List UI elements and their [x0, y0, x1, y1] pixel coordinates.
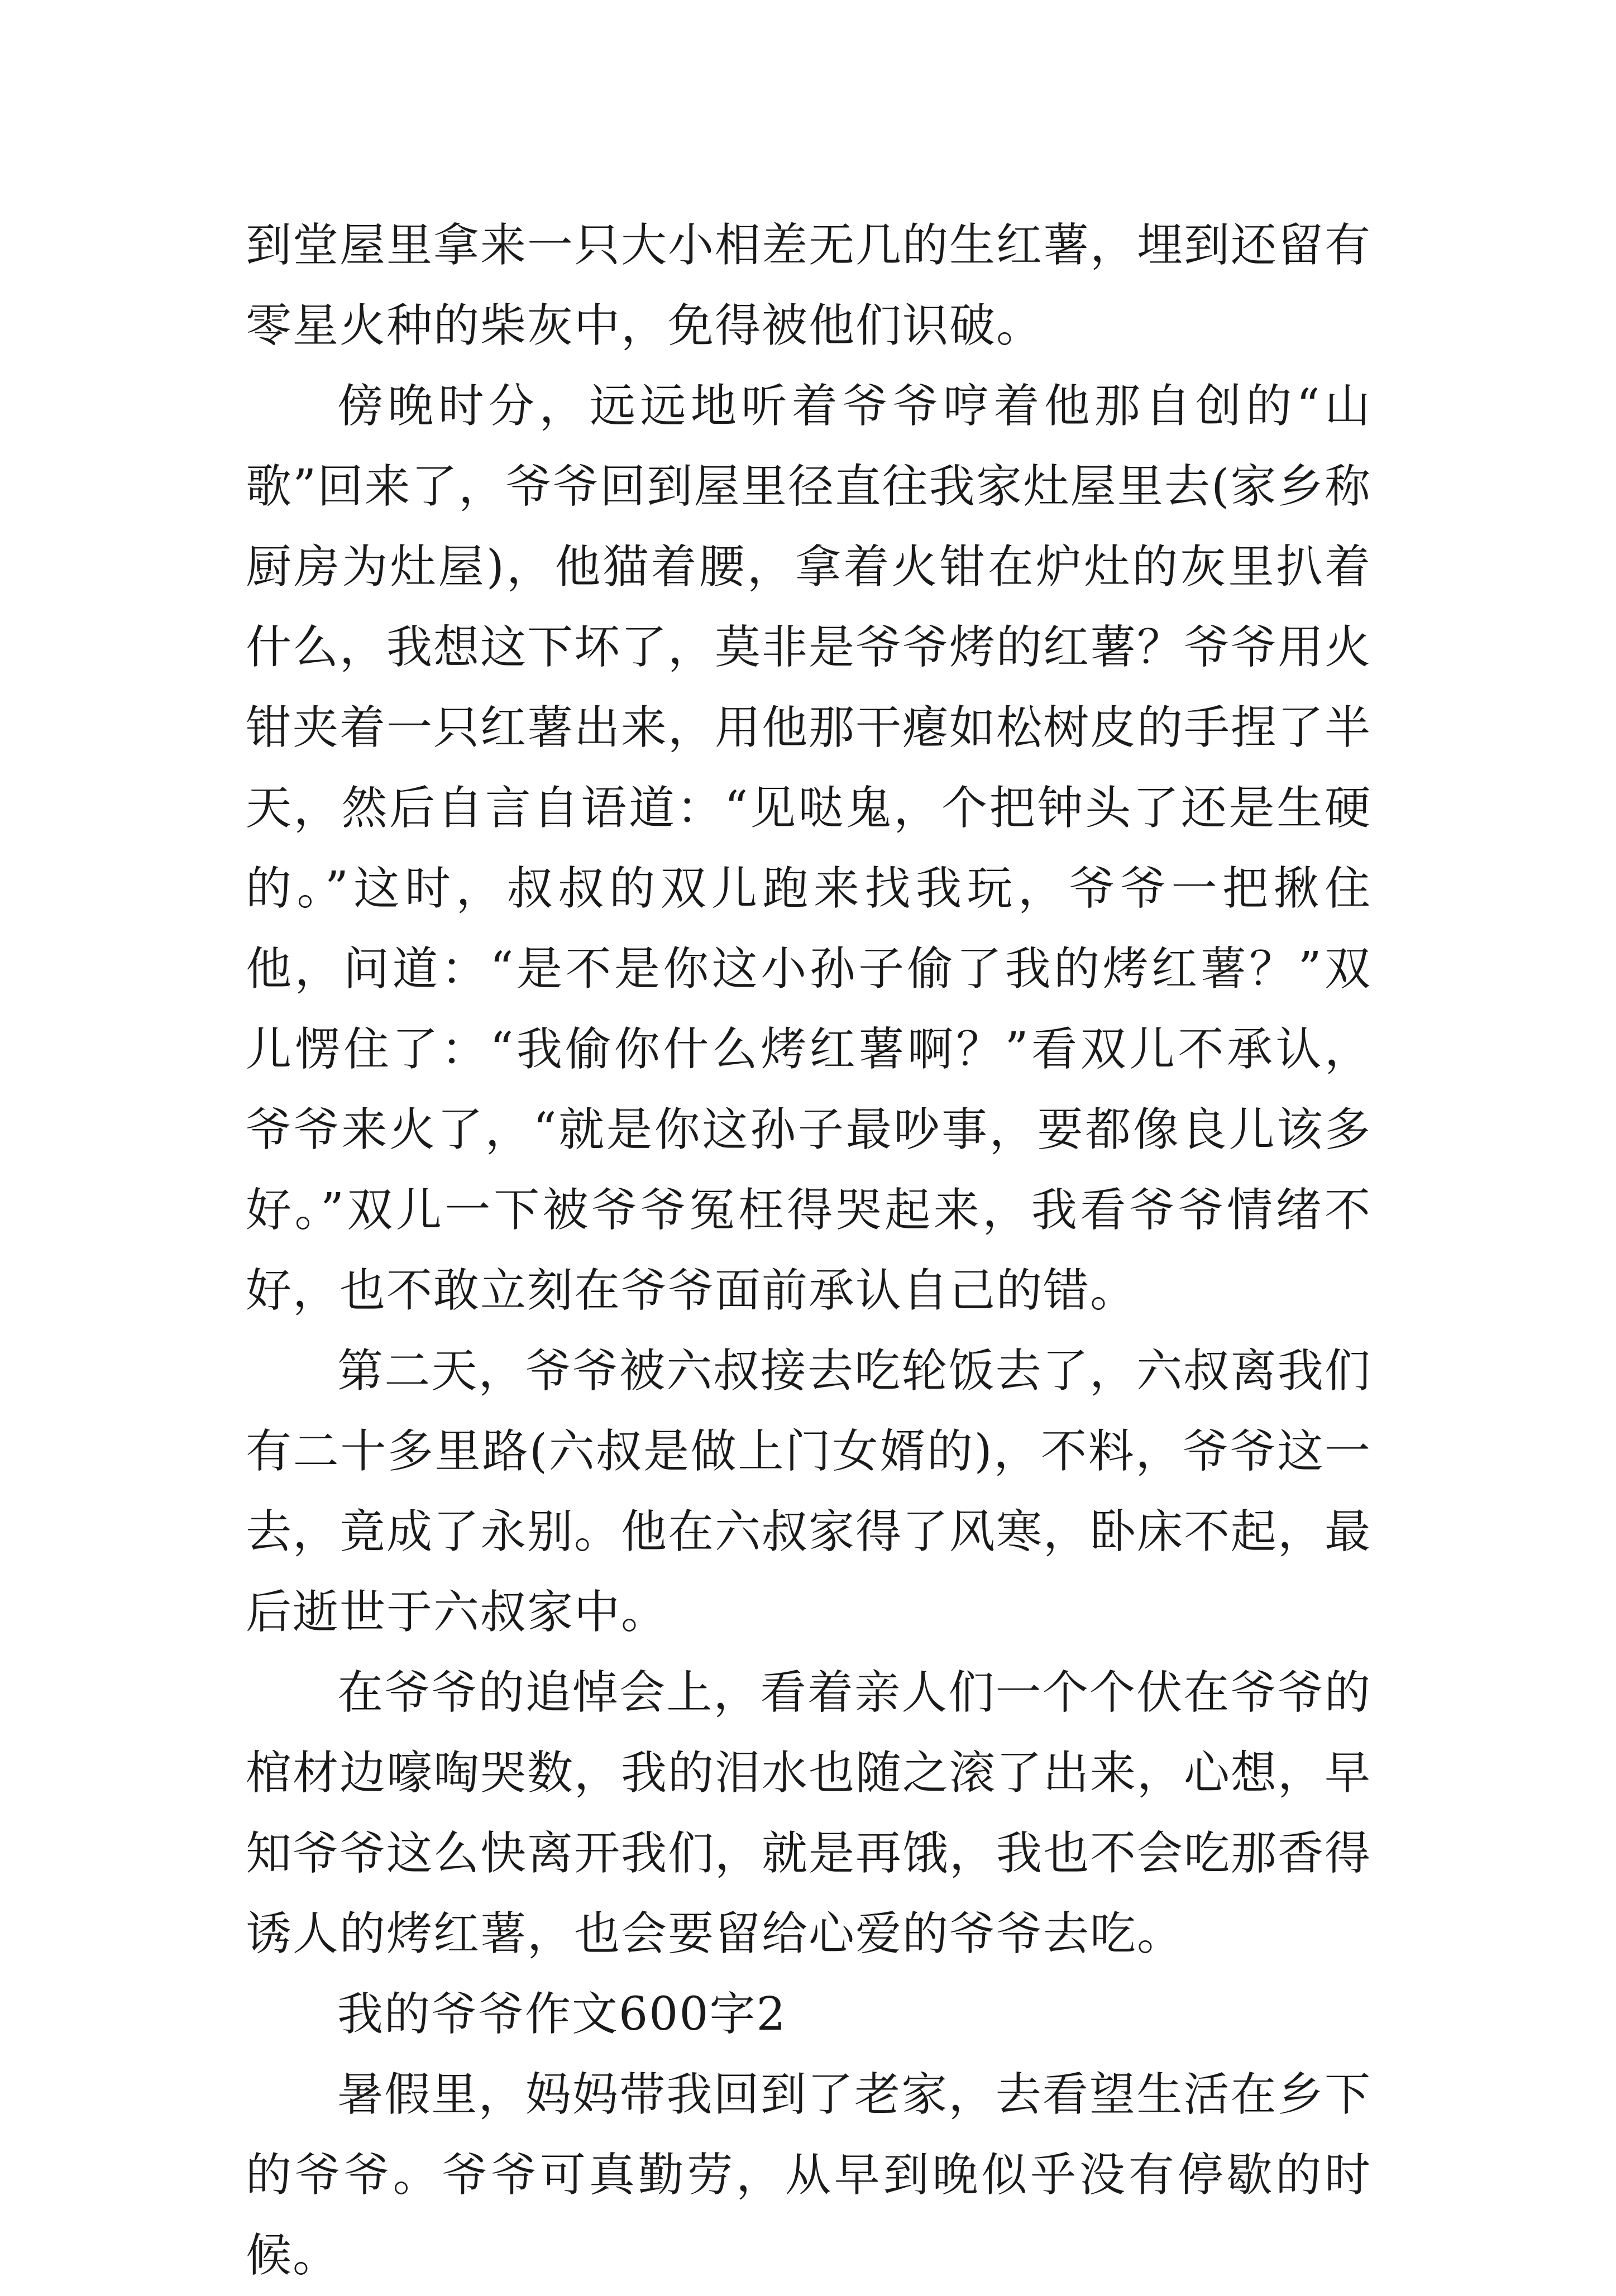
paragraph-continued: 到堂屋里拿来一只大小相差无几的生红薯，埋到还留有零星火种的柴灰中，免得被他们识破。	[246, 219, 1372, 352]
essay-title: 我的爷爷作文600字2	[337, 1988, 787, 2041]
paragraph-summer: 暑假里，妈妈带我回到了老家，去看望生活在乡下的爷爷。爷爷可真勤劳，从早到晚似乎没有停歇的时候。	[246, 2068, 1371, 2282]
paragraph-next-day: 第二天，爷爷被六叔接去吃轮饭去了，六叔离我们有二十多里路(六叔是做上门女婿的)，不料，爷爷这一去，竟成了永别。他在六叔家得了风寒，卧床不起，最后逝世于六叔家中。	[246, 1345, 1372, 1639]
document-body	[246, 205, 1371, 2296]
paragraph-evening: 傍晚时分，远远地听着爷爷哼着他那自创的“山歌”回来了，爷爷回到屋里径直往我家灶屋里去(家乡称厨房为灶屋)，他猫着腰，拿着火钳在炉灶的灰里扒着什么，我想这下坏了，莫非是爷爷烤的红薯？爷爷用火钳夹着一只红薯出来，用他那干瘪如松树皮的手捏了半天，然后自言自语道：“见哒鬼，个把钟头了还是生硬的。”这时，叔叔的双儿跑来找我玩，爷爷一把揪住他，问道：“是不是你这小孙子偷了我的烤红薯？”双儿愣住了：“我偷你什么烤红薯啊？”看双儿不承认，爷爷来火了，“就是你这孙子最吵事，要都像良儿该多好。”双儿一下被爷爷冤枉得哭起来，我看爷爷情绪不好，也不敢立刻在爷爷面前承认自己的错。	[246, 380, 1372, 1317]
paragraph-memorial: 在爷爷的追悼会上，看着亲人们一个个伏在爷爷的棺材边嚎啕哭数，我的泪水也随之滚了出来，心想，早知爷爷这么快离开我们，就是再饿，我也不会吃那香得诱人的烤红薯，也会要留给心爱的爷爷去吃。	[246, 1666, 1372, 1960]
